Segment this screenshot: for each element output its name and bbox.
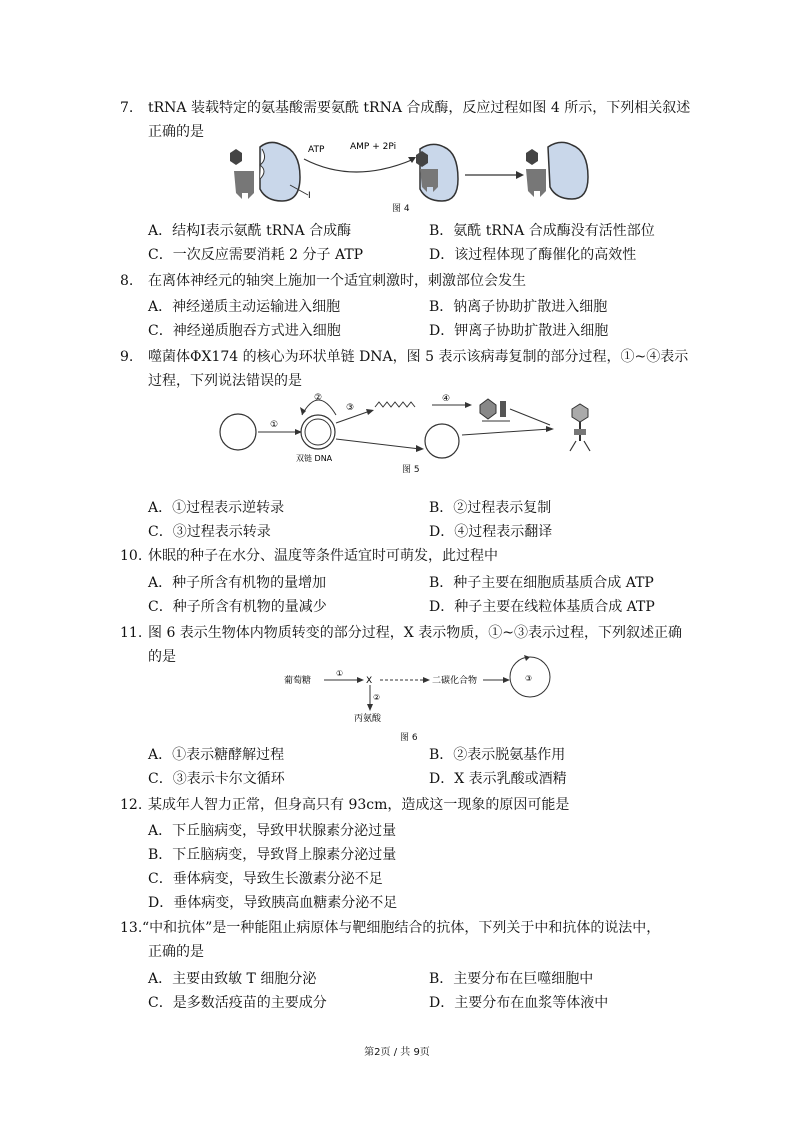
- phage-icon: [572, 404, 588, 422]
- option-a[interactable]: A．主要由致敏 T 细胞分泌: [148, 971, 317, 987]
- option-c[interactable]: C．③表示卡尔文循环: [148, 771, 285, 787]
- glucose-label: 葡萄糖: [284, 676, 312, 686]
- mrna-icon: [375, 402, 415, 407]
- dsdna-circle: [301, 415, 335, 449]
- option-a[interactable]: A．下丘脑病变，导致甲状腺素分泌过量: [148, 823, 397, 839]
- option-d[interactable]: D．垂体病变，导致胰高血糖素分泌不足: [148, 895, 398, 911]
- option-a[interactable]: A．神经递质主动运输进入细胞: [148, 299, 341, 315]
- question-number: 13.: [120, 920, 143, 936]
- marker-2: ②: [373, 693, 381, 702]
- amino-acid-icon: [230, 149, 242, 165]
- question-stem: 在离体神经元的轴突上施加一个适宜刺激时，刺激部位会发生: [148, 273, 526, 289]
- enzyme-icon: [260, 142, 300, 201]
- amp-label: AMP + 2Pi: [350, 142, 397, 152]
- option-d[interactable]: D．该过程体现了酶催化的高效性: [429, 247, 637, 263]
- dsdna-label: 双链 DNA: [296, 454, 333, 463]
- option-b[interactable]: B．②过程表示复制: [429, 500, 552, 516]
- marker-3: ③: [525, 674, 533, 683]
- figure-6: [280, 655, 560, 725]
- option-a[interactable]: A．①过程表示逆转录: [148, 500, 285, 516]
- marker-2: ②: [314, 393, 323, 403]
- marker-1: ①: [336, 669, 344, 678]
- alanine-label: 丙氨酸: [354, 714, 382, 724]
- option-c[interactable]: C．③过程表示转录: [148, 524, 271, 540]
- question-stem-cont: 的是: [148, 649, 176, 665]
- figure-5-caption: 图 5: [402, 465, 420, 475]
- ssdna-circle: [220, 414, 256, 450]
- question-number: 7.: [120, 100, 134, 116]
- question-number: 10.: [120, 548, 143, 564]
- option-c[interactable]: C．种子所含有机物的量减少: [148, 599, 327, 615]
- reaction-arrow: [304, 159, 414, 172]
- question-number: 8.: [120, 273, 134, 289]
- marker-4: ④: [442, 394, 451, 404]
- question-number: 11.: [120, 625, 143, 641]
- label-i: Ⅰ: [308, 191, 311, 201]
- question-number: 9.: [120, 349, 134, 365]
- c2-label: 二碳化合物: [432, 676, 478, 686]
- option-d[interactable]: D．主要分布在血浆等体液中: [429, 995, 609, 1011]
- page-footer: 第2页 / 共 9页: [364, 1047, 430, 1058]
- atp-label: ATP: [308, 145, 325, 155]
- question-stem: “中和抗体”是一种能阻止病原体与靶细胞结合的抗体，下列关于中和抗体的说法中，: [142, 920, 661, 936]
- option-a[interactable]: A．结构Ⅰ表示氨酰 tRNA 合成酶: [148, 223, 352, 239]
- option-c[interactable]: C．是多数活疫苗的主要成分: [148, 995, 327, 1011]
- option-c[interactable]: C．神经递质胞吞方式进入细胞: [148, 323, 341, 339]
- option-d[interactable]: D．X 表示乳酸或酒精: [429, 771, 567, 787]
- figure-4-caption: 图 4: [392, 204, 410, 214]
- option-d[interactable]: D．种子主要在线粒体基质合成 ATP: [429, 599, 655, 615]
- option-b[interactable]: B．钠离子协助扩散进入细胞: [429, 299, 608, 315]
- option-c[interactable]: C．垂体病变，导致生长激素分泌不足: [148, 871, 383, 887]
- figure-4: [220, 135, 620, 215]
- option-c[interactable]: C．一次反应需要消耗 2 分子 ATP: [148, 247, 364, 263]
- question-stem-cont: 过程，下列说法错误的是: [148, 373, 302, 389]
- trna-icon: [234, 171, 254, 199]
- question-stem-cont: 正确的是: [148, 124, 204, 140]
- question-stem: tRNA 装载特定的氨基酸需要氨酰 tRNA 合成酶，反应过程如图 4 所示，下列相关叙述: [148, 100, 691, 116]
- option-b[interactable]: B．种子主要在细胞质基质合成 ATP: [429, 575, 654, 591]
- capsid-icon: [480, 399, 496, 419]
- question-stem: 休眠的种子在水分、温度等条件适宜时可萌发，此过程中: [148, 548, 498, 564]
- option-d[interactable]: D．钾离子协助扩散进入细胞: [429, 323, 609, 339]
- figure-5: [210, 385, 610, 465]
- marker-3: ③: [346, 403, 355, 413]
- option-a[interactable]: A．种子所含有机物的量增加: [148, 575, 327, 591]
- question-stem: 某成年人智力正常，但身高只有 93cm，造成这一现象的原因可能是: [148, 797, 570, 813]
- figure-6-caption: 图 6: [400, 733, 418, 743]
- option-b[interactable]: B．主要分布在巨噬细胞中: [429, 971, 594, 987]
- option-a[interactable]: A．①表示糖酵解过程: [148, 747, 285, 763]
- option-b[interactable]: B．②表示脱氨基作用: [429, 747, 566, 763]
- question-number: 12.: [120, 797, 143, 813]
- question-stem: 图 6 表示生物体内物质转变的部分过程，X 表示物质，①~③表示过程，下列叙述正确: [148, 625, 682, 641]
- option-d[interactable]: D．④过程表示翻译: [429, 524, 553, 540]
- marker-1: ①: [270, 420, 279, 430]
- option-b[interactable]: B．氨酰 tRNA 合成酶没有活性部位: [429, 223, 655, 239]
- question-stem: 噬菌体ΦX174 的核心为环状单链 DNA，图 5 表示该病毒复制的部分过程，①~④表示: [148, 349, 689, 365]
- question-stem-cont: 正确的是: [148, 944, 204, 960]
- x-label: X: [366, 676, 373, 686]
- option-b[interactable]: B．下丘脑病变，导致肾上腺素分泌过量: [148, 847, 397, 863]
